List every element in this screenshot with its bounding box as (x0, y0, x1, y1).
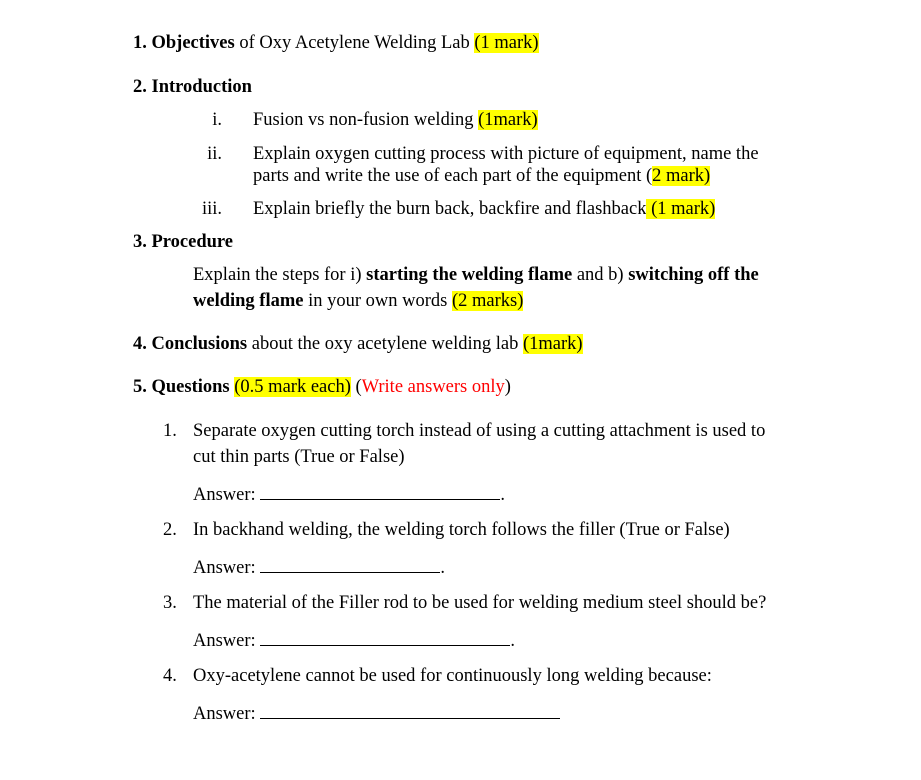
mark-badge: (1 mark) (646, 199, 716, 219)
answer-blank[interactable] (260, 484, 500, 500)
section-number: 2. (133, 77, 147, 97)
roman-numeral: ii. (207, 144, 222, 164)
instruction-note: Write answers only (361, 377, 505, 397)
section-title: Questions (151, 377, 230, 397)
mark-badge: (0.5 mark each) (234, 377, 351, 397)
roman-numeral: i. (212, 110, 222, 130)
question-number: 2. (163, 520, 177, 540)
answer-label: Answer: (193, 485, 256, 505)
answer-row: Answer: . (193, 485, 505, 505)
question-number: 1. (163, 421, 177, 441)
question-text-line2: cut thin parts (True or False) (193, 447, 405, 467)
answer-row: Answer: . (193, 631, 515, 651)
mark-badge: 2 mark) (652, 166, 711, 186)
section-number: 3. (133, 232, 147, 252)
procedure-text-line2: welding flame in your own words (2 marks) (193, 291, 524, 311)
procedure-text-line1: Explain the steps for i) starting the welding flame and b) switching off the (193, 265, 759, 285)
answer-label: Answer: (193, 704, 256, 724)
section-title: Objectives (151, 33, 235, 53)
item-text-line2: parts and write the use of each part of the equipment ( (253, 166, 653, 186)
item-text: Explain briefly the burn back, backfire and flashback (253, 199, 647, 219)
question-text-line1: Separate oxygen cutting torch instead of using a cutting attachment is used to (193, 421, 766, 441)
answer-blank[interactable] (260, 703, 560, 719)
answer-row (193, 703, 560, 725)
question-text-line1: The material of the Filler rod to be used for welding medium steel should be? (193, 593, 767, 613)
section-objectives (133, 33, 539, 54)
question-number: 4. (163, 666, 177, 686)
section-text: of Oxy Acetylene Welding Lab (234, 33, 475, 53)
section-title: Conclusions (151, 334, 248, 354)
roman-numeral: iii. (201, 199, 222, 219)
item-text: Fusion vs non-fusion welding (253, 110, 479, 130)
item-text-line1: Explain oxygen cutting process with picture of equipment, name the (253, 144, 759, 164)
section-number: 4. (133, 334, 147, 354)
answer-row: Answer: . (193, 558, 445, 578)
question-text-line1: Oxy-acetylene cannot be used for continuously long welding because: (193, 666, 712, 686)
answer-label: Answer: (193, 631, 256, 651)
section-number: 1. (133, 33, 147, 53)
mark-badge: (1mark) (478, 110, 538, 130)
section-questions: 5. Questions (0.5 mark each) (Write answers only) (133, 377, 511, 397)
section-introduction (133, 77, 252, 98)
mark-badge: (1mark) (523, 334, 583, 354)
mark-badge: (2 marks) (452, 291, 524, 311)
question-text-line1: In backhand welding, the welding torch follows the filler (True or False) (193, 520, 730, 540)
section-conclusions (133, 334, 583, 355)
answer-blank[interactable] (260, 557, 440, 573)
answer-label: Answer: (193, 558, 256, 578)
mark-badge: (1 mark) (474, 33, 539, 53)
section-procedure (133, 232, 233, 253)
section-text: about the oxy acetylene welding lab (247, 334, 523, 354)
section-title: Procedure (151, 232, 234, 252)
answer-blank[interactable] (260, 630, 510, 646)
section-number: 5. (133, 377, 147, 397)
question-number: 3. (163, 593, 177, 613)
section-title: Introduction (151, 77, 252, 97)
